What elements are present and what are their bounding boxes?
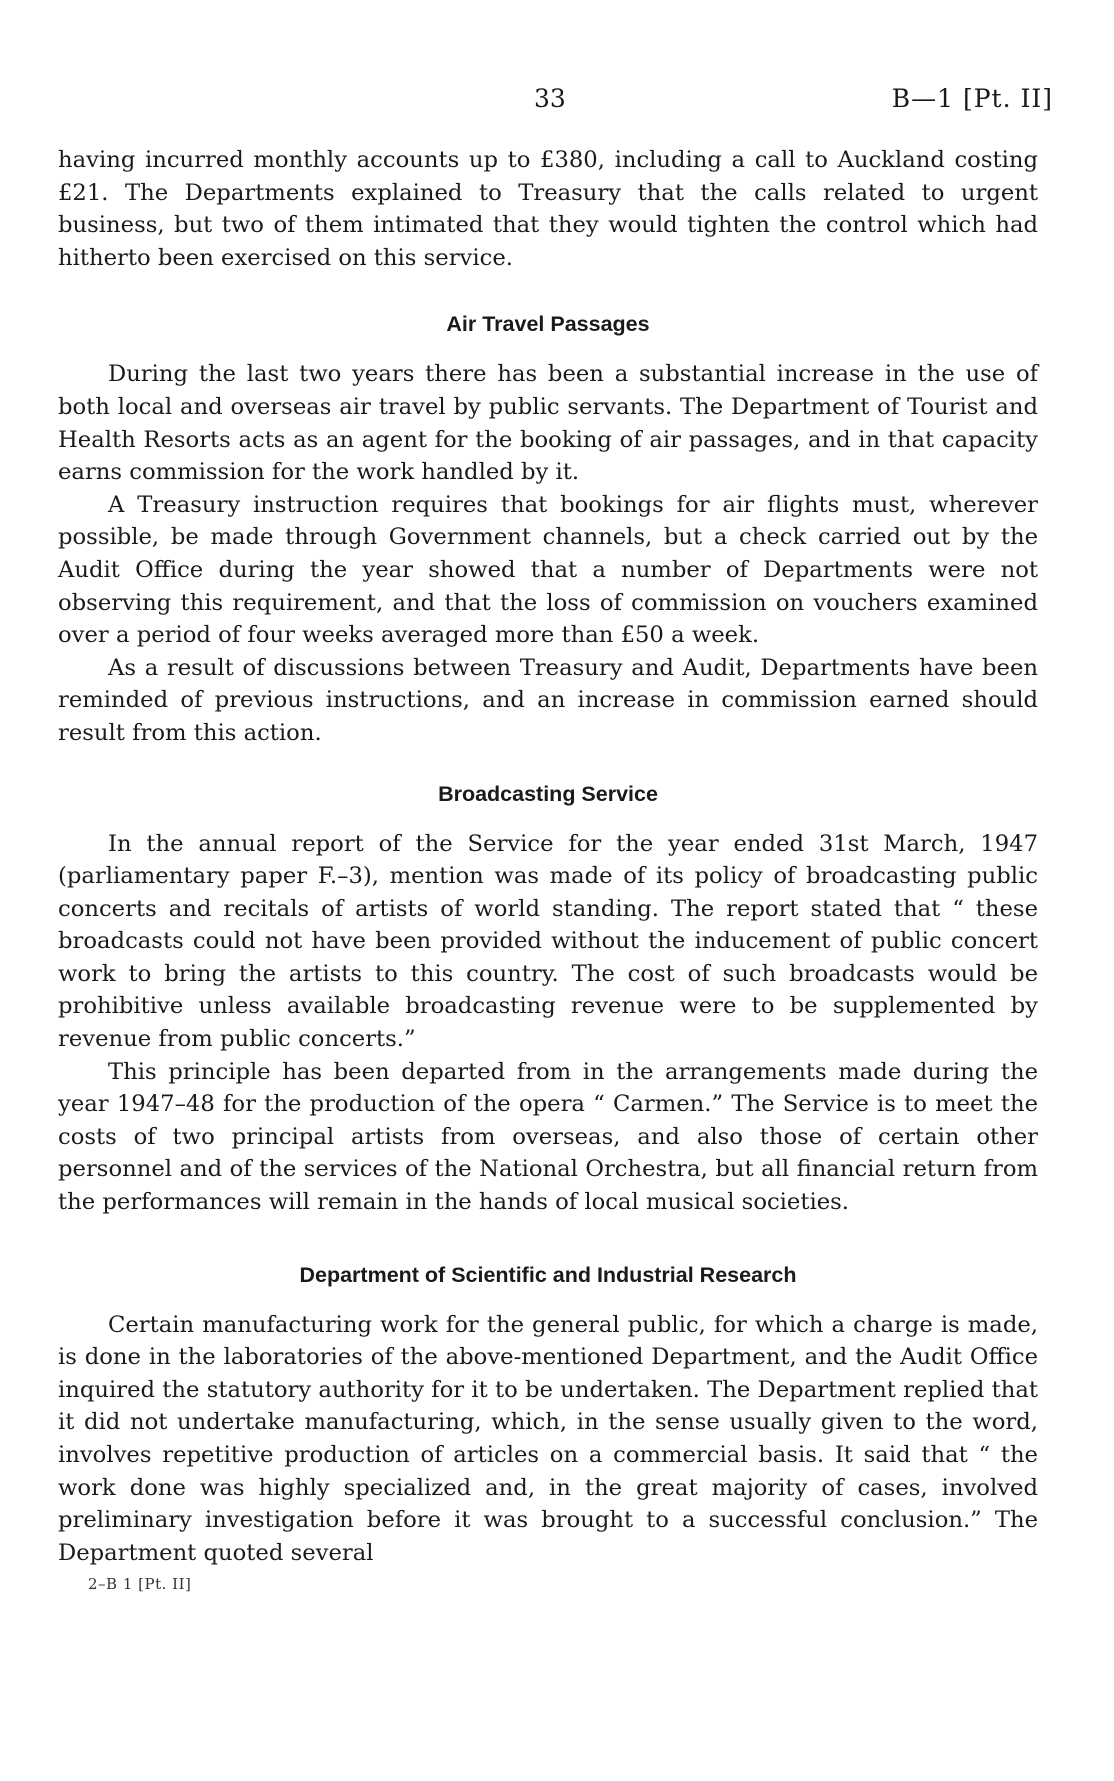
broadcasting-paragraph-1: In the annual report of the Service for the year ended 31st March, 1947 (parliamentary paper F.–3), mention was made of its policy of broadcasting public concerts and recitals of artists of world standing. The report stated that “ these broadcasts could not have been provided without the inducement of public concert work to bring the artists to this country. The cost of such broadcasts would be prohibitive unless available broadcasting revenue were to be supplemented by revenue from public concerts.”: [58, 830, 1038, 1053]
air-travel-paragraph-2: A Treasury instruction requires that bookings for air flights must, wherever possible, be made through Government channels, but a check carried out by the Audit Office during the year showed that a number of Departments were not observing this requirement, and that the loss of commission on vouchers examined over a period of four weeks averaged more than £50 a week.: [58, 491, 1038, 649]
document-page: [58, 84, 1053, 1764]
heading-air-travel-passages: Air Travel Passages: [446, 312, 650, 337]
series-identifier: B—1 [Pt. II]: [891, 84, 1053, 113]
opening-paragraph: having incurred monthly accounts up to £380, including a call to Auckland costing £21. The Departments explained to Treasury that the calls related to urgent business, but two of them intimated that they would tighten the control which had hitherto been exercised on this service.: [58, 147, 1038, 271]
page-header: [58, 84, 1053, 124]
heading-broadcasting-service: Broadcasting Service: [438, 781, 658, 806]
dsir-paragraph-1: Certain manufacturing work for the general public, for which a charge is made, is done in the laboratories of the above-mentioned Department, and the Audit Office inquired the statutory authority for it to be undertaken. The Department replied that it did not undertake manufacturing, which, in the sense usually given to the word, involves repetitive production of articles on a commercial basis. It said that “ the work done was highly specialized and, in the great majority of cases, involved preliminary investigation before it was brought to a successful conclusion.” The Department quoted several: [58, 1311, 1038, 1566]
air-travel-paragraph-3: As a result of discussions between Treasury and Audit, Departments have been reminded of previous instructions, and an increase in commission earned should result from this action.: [58, 654, 1038, 746]
air-travel-paragraph-1: During the last two years there has been a substantial increase in the use of both local and overseas air travel by public servants. The Department of Tourist and Health Resorts acts as an agent for the booking of air passages, and in that capacity earns commission for the work handled by it.: [58, 361, 1038, 486]
broadcasting-paragraph-2: This principle has been departed from in the arrangements made during the year 1947–48 for the production of the opera “ Carmen.” The Service is to meet the costs of two principal artists from overseas, and also those of certain other personnel and of the services of the National Orchestra, but all financial return from the performances will remain in the hands of local musical societies.: [58, 1058, 1038, 1216]
page-number: 33: [534, 84, 566, 113]
printer-signature-mark: 2–B 1 [Pt. II]: [88, 1575, 192, 1594]
heading-scientific-industrial-research: Department of Scientific and Industrial Research: [299, 1262, 797, 1287]
